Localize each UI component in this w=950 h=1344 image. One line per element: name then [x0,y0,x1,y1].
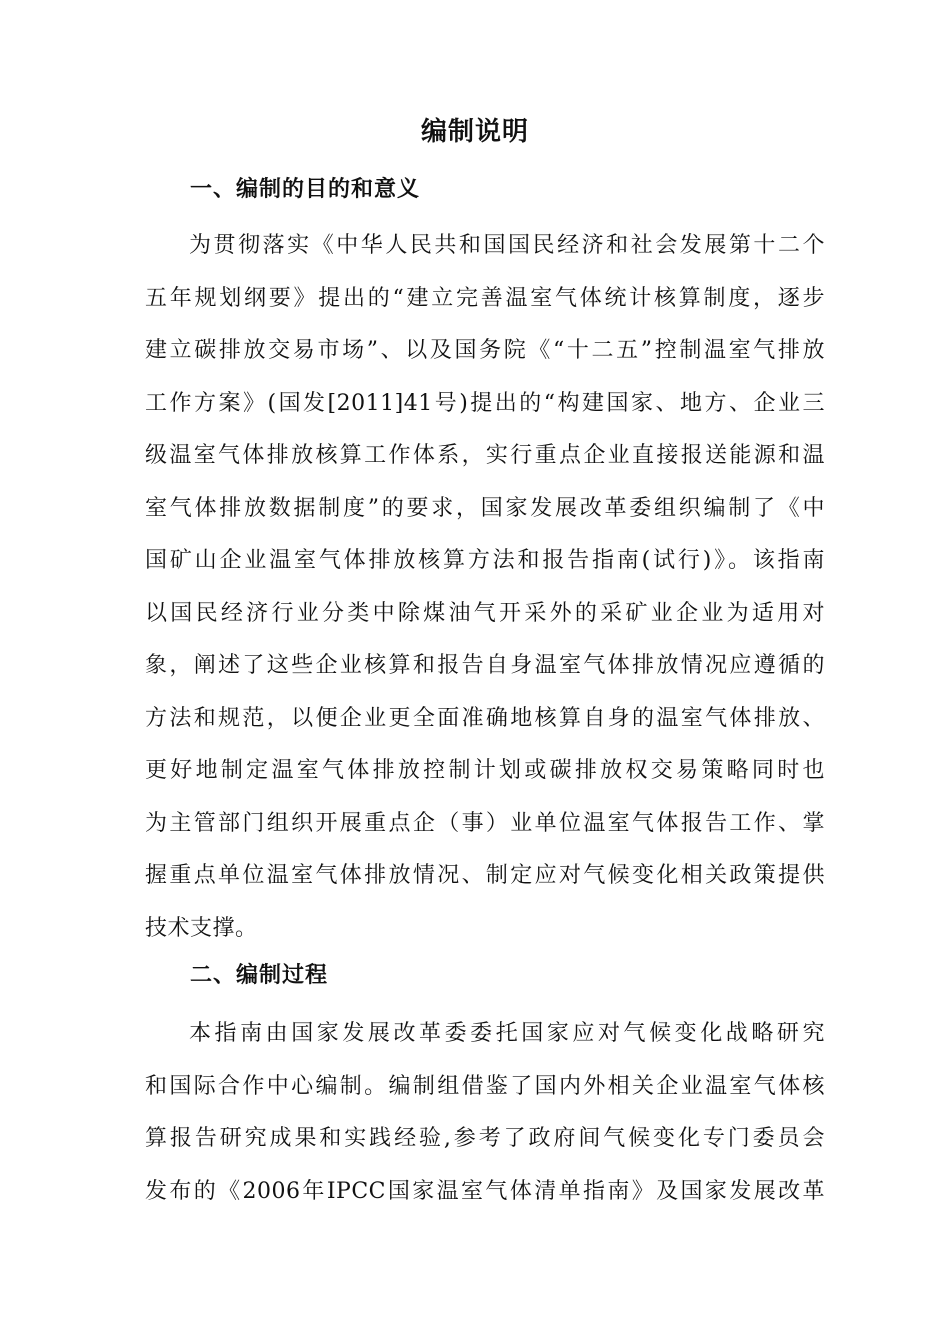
paragraph-line: 以国民经济行业分类中除煤油气开采外的采矿业企业为适用对 [145,600,825,626]
paragraph-process [145,1008,825,1218]
paragraph-line: 室气体排放数据制度”的要求，国家发展改革委组织编制了《中 [145,495,825,521]
paragraph-line: 建立碳排放交易市场”、以及国务院《“十二五”控制温室气排放 [145,338,825,363]
document-title: 编制说明 [420,117,529,147]
paragraph-purpose [145,220,825,955]
paragraph-line: 工作方案》(国发[2011]41号)提出的“构建国家、地方、企业三 [145,390,825,416]
section-heading-process: 二、编制过程 [190,963,329,988]
paragraph-line: 方法和规范，以便企业更全面准确地核算自身的温室气体排放、 [145,705,825,731]
paragraph-line: 五年规划纲要》提出的“建立完善温室气体统计核算制度，逐步 [145,285,825,311]
paragraph-line: 为主管部门组织开展重点企（事）业单位温室气体报告工作、掌 [145,810,825,836]
paragraph-line: 国矿山企业温室气体排放核算方法和报告指南(试行)》。该指南 [145,548,825,573]
paragraph-line: 级温室气体排放核算工作体系，实行重点企业直接报送能源和温 [145,443,825,468]
paragraph-line: 发布的《2006年IPCC国家温室气体清单指南》及国家发展改革 [145,1178,825,1204]
paragraph-line: 和国际合作中心编制。编制组借鉴了国内外相关企业温室气体核 [145,1073,825,1099]
paragraph-line: 为贯彻落实《中华人民共和国国民经济和社会发展第十二个 [189,233,825,258]
paragraph-line: 本指南由国家发展改革委委托国家应对气候变化战略研究 [189,1021,825,1046]
section-heading-purpose: 一、编制的目的和意义 [190,177,421,202]
paragraph-line: 象，阐述了这些企业核算和报告自身温室气体排放情况应遵循的 [145,653,825,678]
paragraph-line: 技术支撑。 [145,915,258,941]
paragraph-line: 握重点单位温室气体排放情况、制定应对气候变化相关政策提供 [145,863,825,888]
paragraph-line: 算报告研究成果和实践经验,参考了政府间气候变化专门委员会 [145,1126,825,1151]
paragraph-line: 更好地制定温室气体排放控制计划或碳排放权交易策略同时也 [145,758,825,783]
